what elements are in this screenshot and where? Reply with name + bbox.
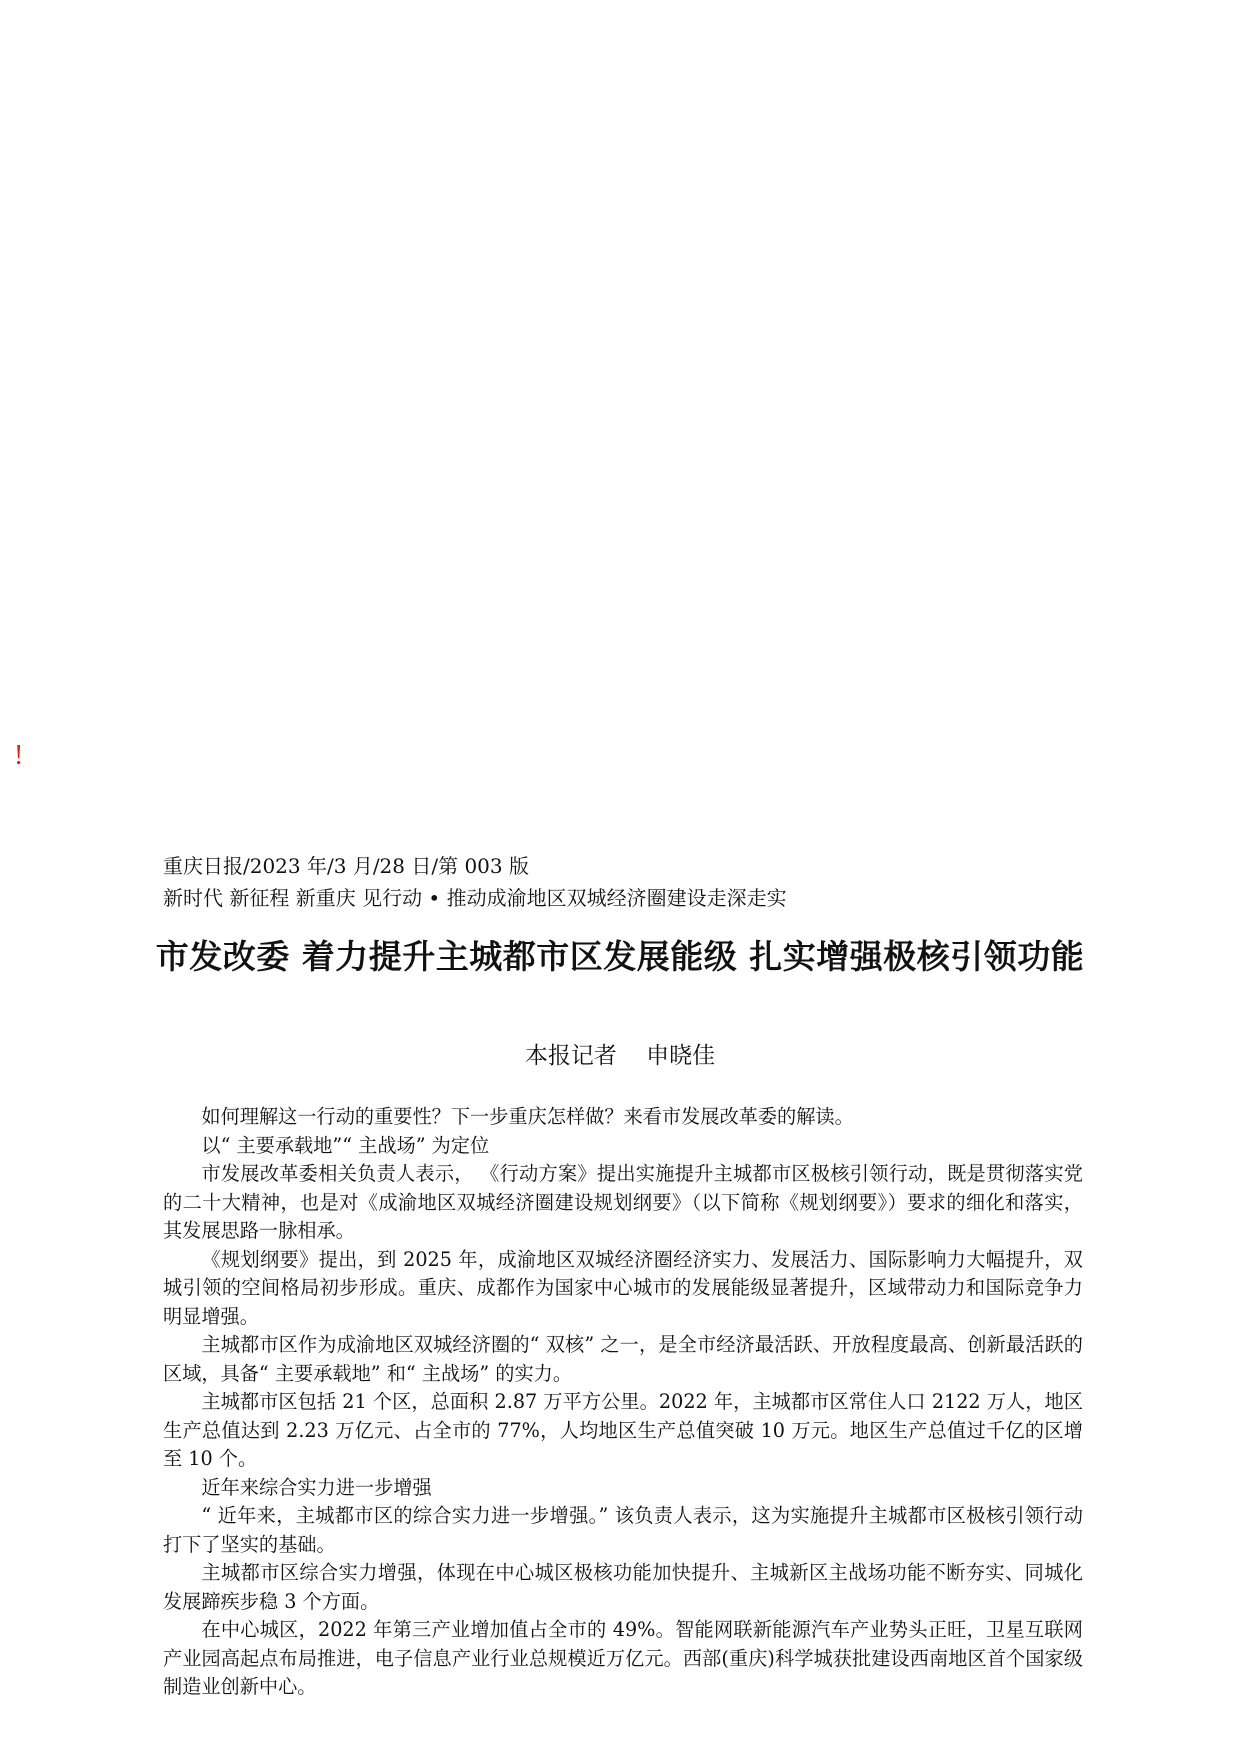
paragraph: 主城都市区包括 21 个区，总面积 2.87 万平方公里。2022 年，主城都市区常住人口 2122 万人，地区生产总值达到 2.23 万亿元、占全市的 77%，人均地区生产总值突破 10 万元。地区生产总值过千亿的区增至 10 个。	[163, 1390, 1083, 1470]
paragraph: “ 近年来，主城都市区的综合实力进一步增强。” 该负责人表示，这为实施提升主城都市区极核引领行动打下了坚实的基础。	[163, 1504, 1083, 1556]
article-title: 市发改委 着力提升主城都市区发展能级 扎实增强极核引领功能	[155, 937, 1085, 976]
section-heading: 近年来综合实力进一步增强	[201, 1475, 432, 1499]
paragraph: 《规划纲要》提出，到 2025 年，成渝地区双城经济圈经济实力、发展活力、国际影响力大幅提升，双城引领的空间格局初步形成。重庆、成都作为国家中心城市的发展能级显著提升，区域带动力和国际竞争力明显增强。	[163, 1247, 1083, 1328]
paragraph: 在中心城区，2022 年第三产业增加值占全市的 49%。智能网联新能源汽车产业势头正旺，卫星互联网产业园高起点布局推进，电子信息产业行业总规模近万亿元。西部(重庆)科学城获批建设西南地区首个国家级制造业创新中心。	[163, 1618, 1083, 1698]
article-meta	[163, 850, 1123, 914]
red-exclamation-mark: !	[14, 740, 24, 771]
source-line: 重庆日报/2023 年/3 月/28 日/第 003 版	[163, 854, 529, 878]
paragraph: 主城都市区综合实力增强，体现在中心城区极核功能加快提升、主城新区主战场功能不断夯实、同城化发展蹄疾步稳 3 个方面。	[163, 1561, 1083, 1613]
paragraph: 主城都市区作为成渝地区双城经济圈的“ 双核” 之一，是全市经济最活跃、开放程度最高、创新最活跃的区域，具备“ 主要承载地” 和“ 主战场” 的实力。	[163, 1333, 1083, 1385]
paragraph: 如何理解这一行动的重要性？下一步重庆怎样做？来看市发展改革委的解读。	[201, 1105, 854, 1128]
paragraph: 市发展改革委相关负责人表示， 《行动方案》提出实施提升主城都市区极核引领行动，既是贯彻落实党的二十大精神，也是对《成渝地区双城经济圈建设规划纲要》（以下简称《规划纲要》）要求的细化和落实，其发展思路一脉相承。	[163, 1162, 1083, 1242]
column-line: 新时代 新征程 新重庆 见行动 • 推动成渝地区双城经济圈建设走深走实	[163, 886, 787, 910]
byline: 本报记者 申晓佳	[524, 1043, 716, 1069]
section-heading: 以“ 主要承载地”“ 主战场” 为定位	[201, 1133, 490, 1157]
article-body	[163, 1103, 1083, 1702]
